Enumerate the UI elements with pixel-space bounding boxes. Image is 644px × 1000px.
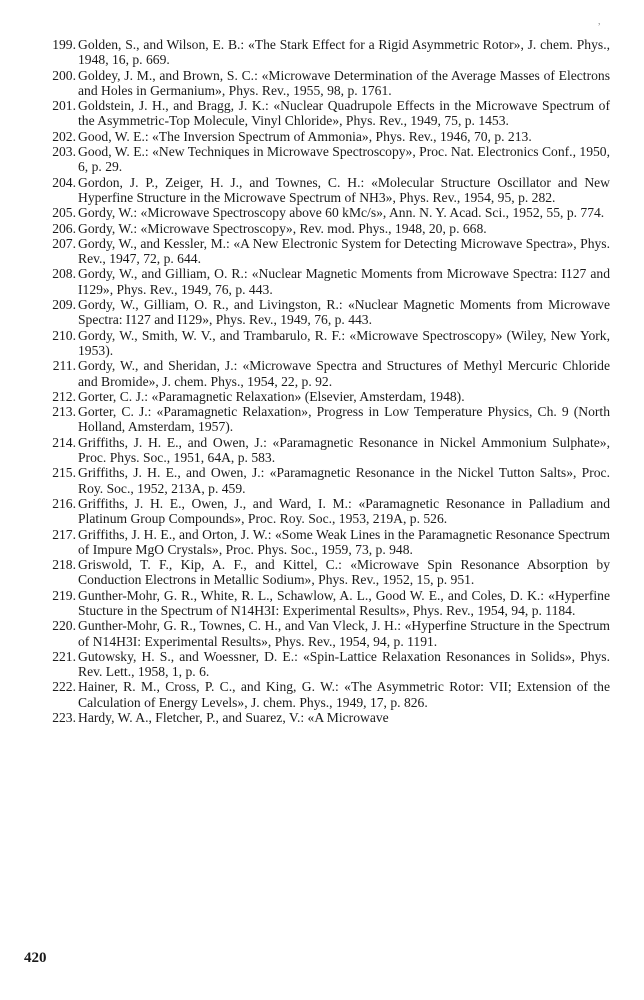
reference-item: [14, 266, 610, 297]
reference-item: [14, 68, 610, 99]
reference-number: 210.: [52, 327, 76, 343]
reference-item: [14, 144, 610, 175]
reference-text: Gorter, C. J.: «Paramagnetic Relaxation», Progress in Low Temperature Physics, Ch. 9 (North Holland, Amsterdam, 1957).: [78, 404, 610, 435]
reference-number: 220.: [52, 618, 76, 634]
reference-item: [14, 618, 610, 649]
reference-item: [14, 389, 610, 404]
reference-item: [14, 205, 610, 220]
reference-number: 215.: [52, 465, 76, 481]
reference-item: [14, 221, 610, 236]
reference-text: Gordy, W., and Kessler, M.: «A New Electronic System for Detecting Microwave Spectra», Phys. Rev., 1947, 72, p. 644.: [78, 235, 610, 267]
corner-mark: ,: [598, 16, 601, 27]
page-number: 420: [24, 950, 47, 966]
reference-item: [14, 404, 610, 435]
reference-item: [14, 649, 610, 680]
reference-number: 221.: [52, 648, 76, 664]
reference-number: 199.: [52, 37, 76, 52]
reference-number: 213.: [52, 404, 76, 420]
reference-list: [14, 37, 610, 725]
reference-number: 218.: [52, 557, 76, 573]
reference-item: [14, 297, 610, 328]
reference-number: 212.: [52, 388, 76, 404]
reference-text: Hardy, W. A., Fletcher, P., and Suarez, V.: «A Microwave: [78, 710, 389, 726]
reference-item: [14, 465, 610, 496]
reference-text: Gordy, W., and Gilliam, O. R.: «Nuclear Magnetic Moments from Microwave Spectra: I127 and I129», Phys. Rev., 1949, 76, p. 443.: [78, 266, 610, 297]
reference-item: [14, 98, 610, 129]
reference-number: 219.: [52, 587, 76, 603]
reference-number: 203.: [52, 144, 76, 160]
reference-text: Gutowsky, H. S., and Woessner, D. E.: «Spin-Lattice Relaxation Resonances in Solids», Phys. Rev. Lett., 1958, 1, p. 6.: [78, 648, 610, 680]
reference-number: 204.: [52, 174, 76, 190]
reference-number: 202.: [52, 128, 76, 144]
reference-number: 206.: [52, 220, 76, 236]
reference-text: Gordy, W.: «Microwave Spectroscopy above 60 kMc/s», Ann. N. Y. Acad. Sci., 1952, 55, p. 774.: [78, 205, 605, 221]
reference-text: Good, W. E.: «The Inversion Spectrum of Ammonia», Phys. Rev., 1946, 70, p. 213.: [78, 128, 532, 144]
reference-item: [14, 496, 610, 527]
reference-text: Gordon, J. P., Zeiger, H. J., and Townes, C. H.: «Molecular Structure Oscillator and New Hyperfine Structure in the Microwave Spectrum of NH3», Phys. Rev., 1954, 95, p. 282.: [78, 174, 610, 205]
reference-text: Griffiths, J. H. E., and Owen, J.: «Paramagnetic Resonance in Nickel Ammonium Sulphate», Proc. Phys. Soc., 1951, 64A, p. 583.: [78, 434, 610, 466]
reference-text: Golden, S., and Wilson, E. B.: «The Stark Effect for a Rigid Asymmetric Rotor», J. chem. Phys., 1948, 16, p. 669.: [78, 37, 610, 68]
reference-number: 207.: [52, 235, 76, 251]
reference-text: Good, W. E.: «New Techniques in Microwave Spectroscopy», Proc. Nat. Electronics Conf., 1950, 6, p. 29.: [78, 144, 610, 175]
reference-text: Griffiths, J. H. E., and Owen, J.: «Paramagnetic Resonance in the Nickel Tutton Salts», Proc. Roy. Soc., 1952, 213A, p. 459.: [78, 465, 610, 496]
reference-number: 211.: [52, 358, 76, 374]
reference-item: [14, 679, 610, 710]
reference-text: Gordy, W.: «Microwave Spectroscopy», Rev. mod. Phys., 1948, 20, p. 668.: [78, 220, 487, 236]
reference-text: Griswold, T. F., Kip, A. F., and Kittel, C.: «Microwave Spin Resonance Absorption by Conduction Electrons in Metallic Sodium», Phys. Rev., 1952, 15, p. 951.: [78, 557, 610, 588]
reference-item: [14, 37, 610, 68]
reference-text: Griffiths, J. H. E., and Orton, J. W.: «Some Weak Lines in the Paramagnetic Resonance Spectrum of Impure MgO Crystals», Proc. Phys. Soc., 1959, 73, p. 948.: [78, 526, 610, 557]
reference-item: [14, 358, 610, 389]
reference-item: [14, 527, 610, 558]
reference-text: Gordy, W., Smith, W. V., and Trambarulo, R. F.: «Microwave Spectroscopy» (Wiley, New York, 1953).: [78, 327, 610, 358]
reference-item: [14, 129, 610, 144]
reference-number: 208.: [52, 266, 76, 282]
reference-item: [14, 236, 610, 267]
reference-text: Gunther-Mohr, G. R., White, R. L., Schawlow, A. L., Good W. E., and Coles, D. K.: «Hyperfine Stucture in the Spectrum of N14H3I: Experimental Results», Phys. Rev., 1954, 94, p. 1184.: [78, 587, 610, 618]
reference-text: Gordy, W., and Sheridan, J.: «Microwave Spectra and Structures of Methyl Mercuric Chloride and Bromide», J. chem. Phys., 1954, 22, p. 92.: [78, 358, 610, 389]
reference-number: 205.: [52, 205, 76, 221]
reference-text: Griffiths, J. H. E., Owen, J., and Ward, I. M.: «Paramagnetic Resonance in Palladium and Platinum Group Compounds», Proc. Roy. Soc., 1953, 219A, p. 526.: [78, 495, 610, 527]
reference-text: Gorter, C. J.: «Paramagnetic Relaxation» (Elsevier, Amsterdam, 1948).: [78, 388, 465, 404]
reference-number: 201.: [52, 98, 76, 114]
reference-text: Goldey, J. M., and Brown, S. C.: «Microwave Determination of the Average Masses of Electrons and Holes in Germanium», Phys. Rev., 1955, 98, p. 1761.: [78, 67, 610, 98]
reference-number: 214.: [52, 434, 76, 450]
reference-text: Goldstein, J. H., and Bragg, J. K.: «Nuclear Quadrupole Effects in the Microwave Spectrum of the Asymmetric-Top Molecule, Vinyl Chloride», Phys. Rev., 1949, 75, p. 1453.: [78, 98, 610, 129]
reference-text: Gunther-Mohr, G. R., Townes, C. H., and Van Vleck, J. H.: «Hyperfine Structure in the Spectrum of N14H3I: Experimental Results», Phys. Rev., 1954, 94, p. 1191.: [78, 618, 610, 649]
reference-text: Gordy, W., Gilliam, O. R., and Livingston, R.: «Nuclear Magnetic Moments from Microwave Spectra: I127 and I129», Phys. Rev., 1949, 76, p. 443.: [78, 297, 610, 328]
reference-number: 216.: [52, 495, 76, 511]
reference-item: [14, 328, 610, 359]
reference-item: [14, 557, 610, 588]
reference-text: Hainer, R. M., Cross, P. C., and King, G. W.: «The Asymmetric Rotor: VII; Extension of the Calculation of Energy Levels», J. chem. Phys., 1949, 17, p. 826.: [78, 679, 610, 710]
reference-number: 223.: [52, 710, 76, 726]
reference-number: 222.: [52, 679, 76, 695]
reference-item: [14, 710, 610, 725]
reference-item: [14, 175, 610, 206]
reference-item: [14, 588, 610, 619]
reference-number: 209.: [52, 297, 76, 313]
reference-item: [14, 435, 610, 466]
reference-number: 200.: [52, 67, 76, 83]
reference-number: 217.: [52, 526, 76, 542]
